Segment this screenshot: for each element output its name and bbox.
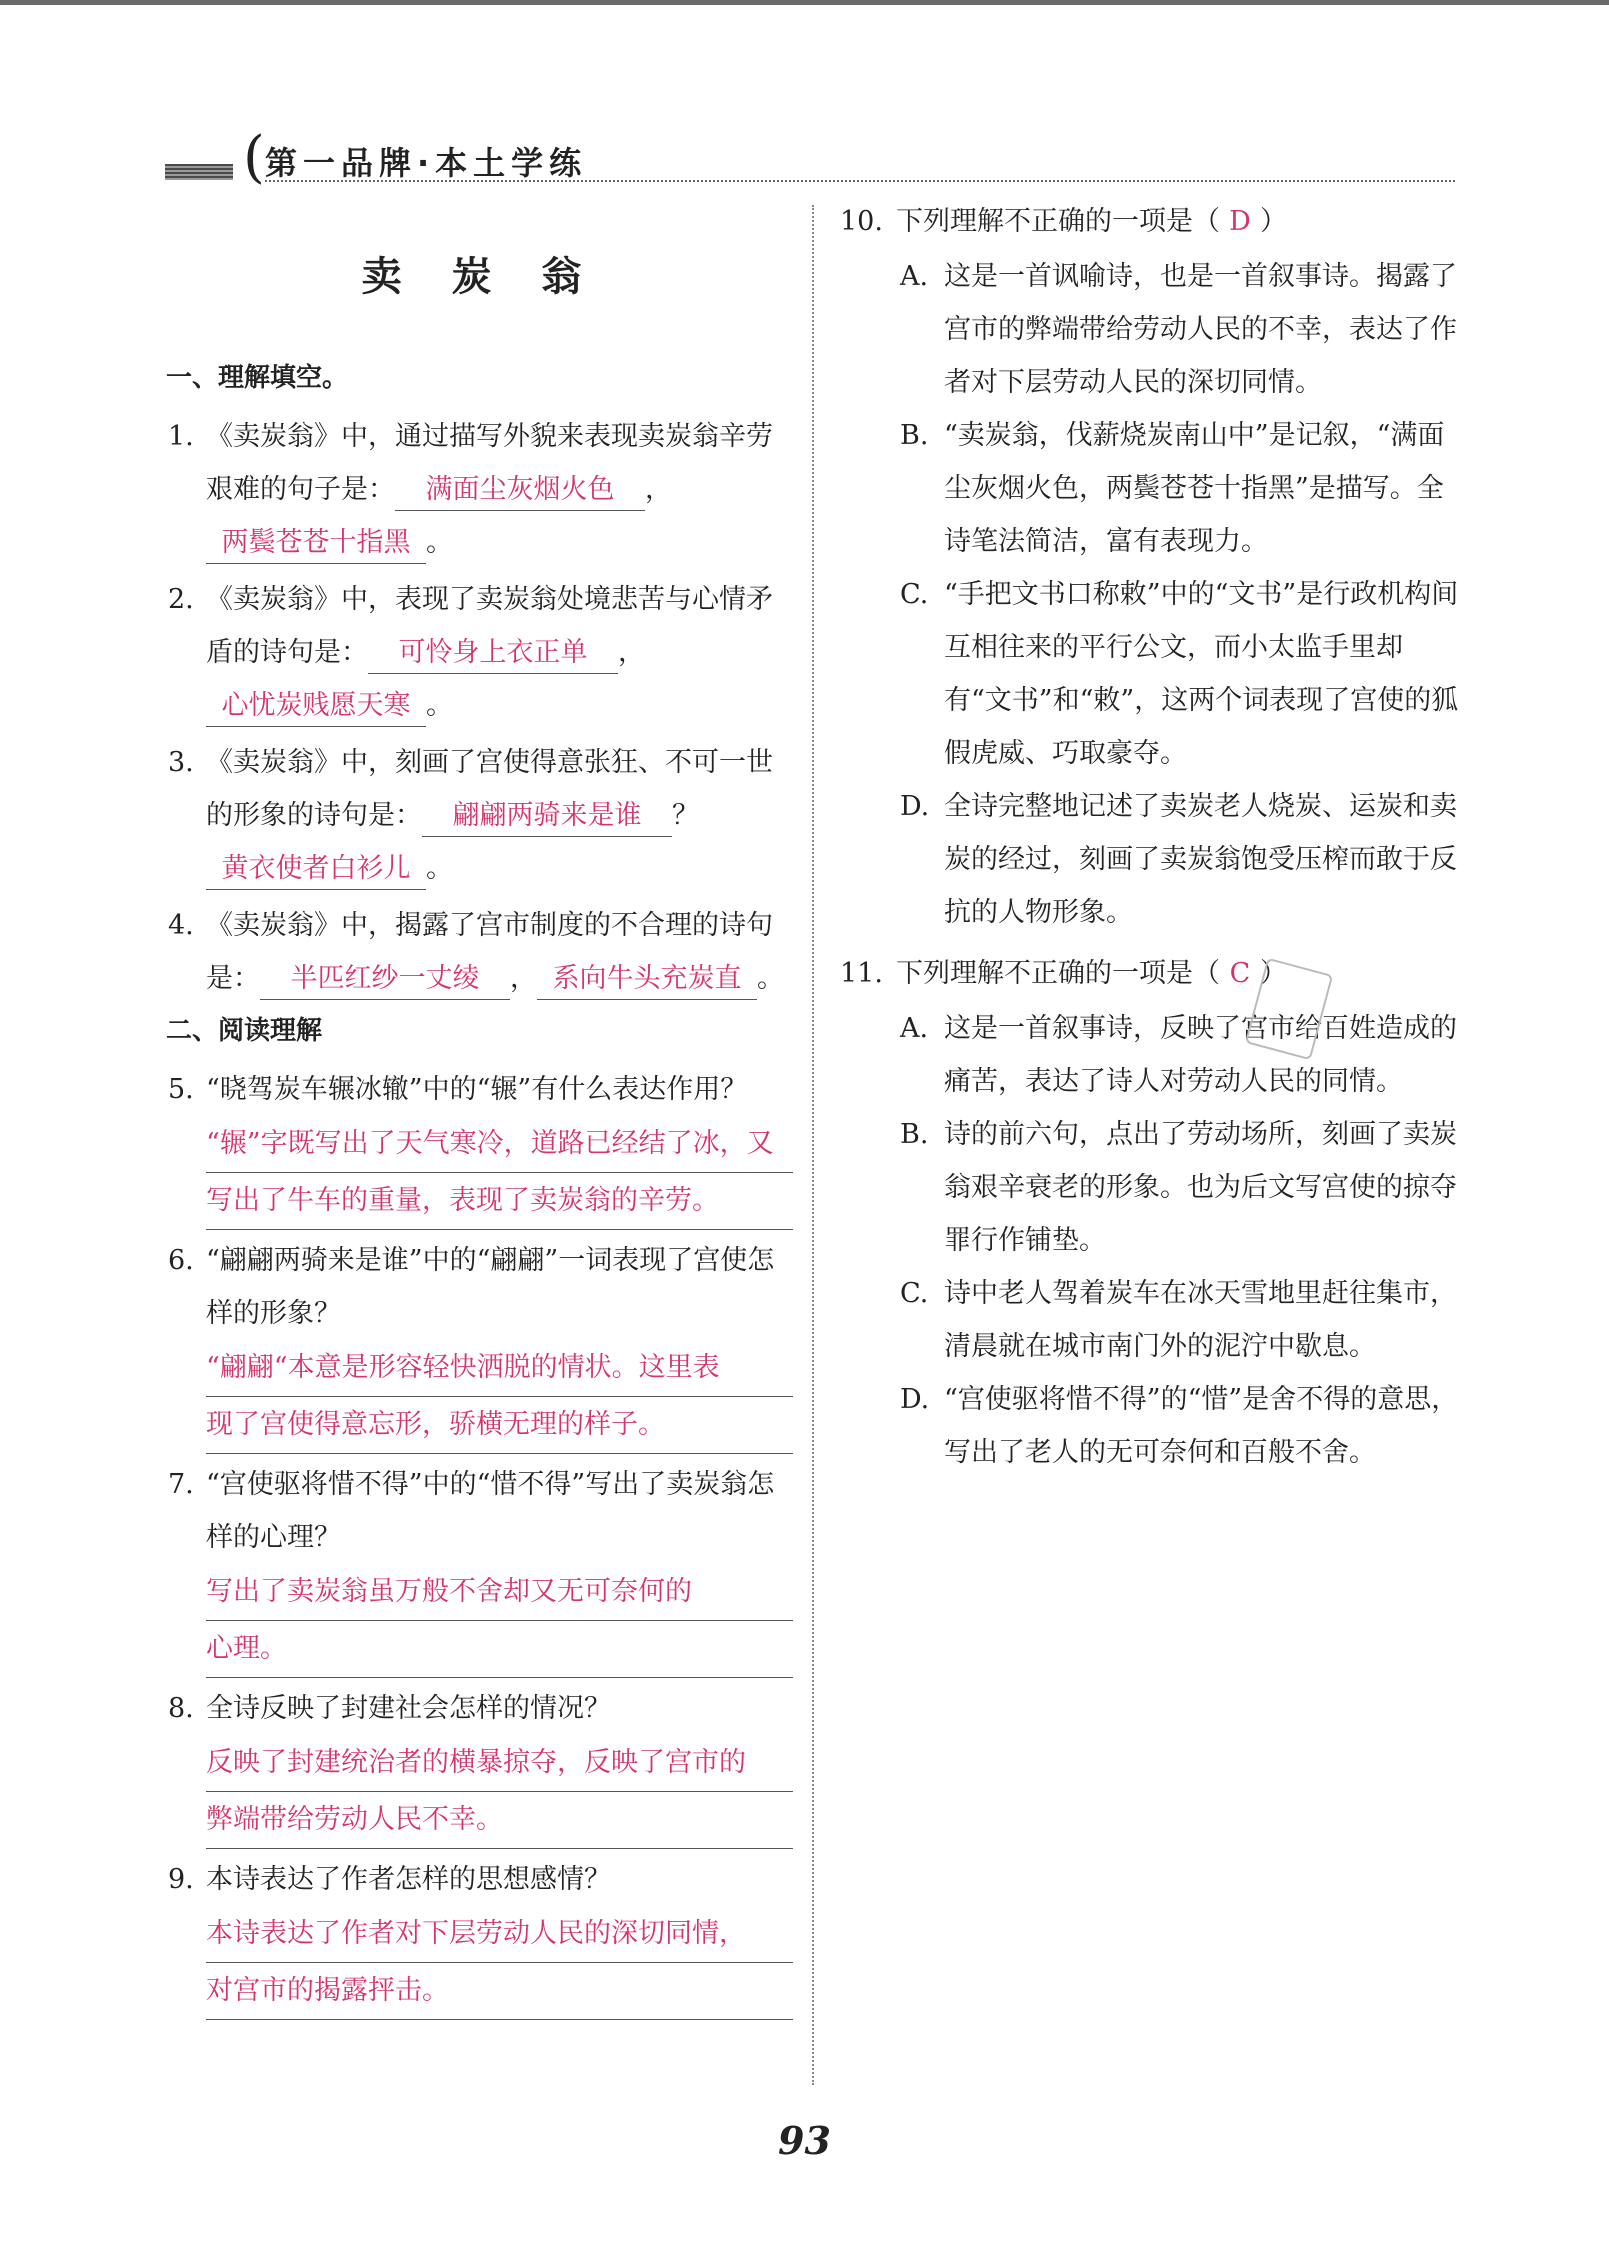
answer-line: 反映了封建统治者的横暴掠夺，反映了宫市的 xyxy=(206,1735,793,1792)
question-number: 1. xyxy=(168,421,194,452)
option-label: B. xyxy=(900,1119,929,1150)
option-label: A. xyxy=(900,1013,929,1044)
option-text: 诗的前六句，点出了劳动场所，刻画了卖炭翁艰辛衰老的形象。也为后文写宫使的掠夺罪行作铺垫。 xyxy=(944,1119,1457,1256)
answer-line: 现了宫使得意忘形，骄横无理的样子。 xyxy=(206,1397,793,1454)
answer-line: 写出了牛车的重量，表现了卖炭翁的辛劳。 xyxy=(206,1173,793,1230)
answer-line: “辗”字既写出了天气寒冷，道路已经结了冰，又 xyxy=(206,1116,793,1173)
answer-area[interactable] xyxy=(206,1906,793,2020)
answer-line: “翩翩“本意是形容轻快洒脱的情状。这里表 xyxy=(206,1340,793,1397)
answer-blank[interactable]: 黄衣使者白衫儿 xyxy=(206,849,426,890)
choice-option xyxy=(900,409,1470,568)
close-paren: ） xyxy=(1260,958,1287,989)
option-label: A. xyxy=(900,261,929,292)
column-divider xyxy=(812,205,814,2085)
option-label: D. xyxy=(900,791,930,822)
question-number: 9. xyxy=(168,1864,194,1895)
option-label: C. xyxy=(900,579,929,610)
question-stem: 下列理解不正确的一项是（ xyxy=(896,206,1220,237)
right-column xyxy=(840,195,1470,1479)
reading-question xyxy=(168,1234,793,1454)
reading-question xyxy=(168,1853,793,2020)
question-text: 《卖炭翁》中，揭露了宫市制度的不合理的诗句是： xyxy=(206,910,773,994)
question-text: 《卖炭翁》中，表现了卖炭翁处境悲苦与心情矛盾的诗句是： xyxy=(206,584,773,668)
option-label: B. xyxy=(900,420,929,451)
option-text: 这是一首叙事诗，反映了宫市给百姓造成的痛苦，表达了诗人对劳动人民的同情。 xyxy=(944,1013,1457,1097)
choice-question xyxy=(840,947,1470,1000)
answer-area[interactable] xyxy=(206,1116,793,1230)
choice-question xyxy=(840,195,1470,248)
end-punct: 。 xyxy=(426,527,453,558)
question-text: 《卖炭翁》中，通过描写外貌来表现卖炭翁辛劳艰难的句子是： xyxy=(206,421,773,505)
end-punct: 。 xyxy=(757,963,784,994)
answer-blank[interactable]: 满面尘灰烟火色 xyxy=(395,470,645,511)
question-number: 7. xyxy=(168,1469,194,1500)
reading-question xyxy=(168,1458,793,1678)
header-brand: 第一品牌·本土学练 xyxy=(265,144,588,182)
choice-option xyxy=(900,780,1470,939)
question-stem: 下列理解不正确的一项是（ xyxy=(896,958,1220,989)
header-bar-decoration xyxy=(165,164,233,180)
choice-option xyxy=(900,1108,1470,1267)
answer-area[interactable] xyxy=(206,1735,793,1849)
top-border xyxy=(0,0,1609,5)
question-number: 4. xyxy=(168,910,194,941)
question-number: 11. xyxy=(840,958,883,989)
answer-area[interactable] xyxy=(206,1564,793,1678)
fill-question xyxy=(168,899,793,1005)
option-text: “卖炭翁，伐薪烧炭南山中”是记叙，“满面尘灰烟火色，两鬓苍苍十指黑”是描写。全诗笔法简洁，富有表现力。 xyxy=(944,420,1445,557)
answer-line: 写出了卖炭翁虽万般不舍却又无可奈何的 xyxy=(206,1564,793,1621)
end-punct: 。 xyxy=(426,853,453,884)
question-number: 6. xyxy=(168,1245,194,1276)
answer-blank[interactable]: 心忧炭贱愿天寒 xyxy=(206,686,426,727)
fill-blank-list xyxy=(168,410,793,1005)
header-dotted-rule xyxy=(265,180,1455,182)
end-punct: 。 xyxy=(426,690,453,721)
left-column xyxy=(168,195,793,2024)
choice-option xyxy=(900,1002,1470,1108)
header-bracket-decoration: ( xyxy=(243,125,265,190)
separator: ？ xyxy=(672,800,699,831)
answer-area[interactable] xyxy=(206,1340,793,1454)
reading-question xyxy=(168,1682,793,1849)
question-text: 《卖炭翁》中，刻画了宫使得意张狂、不可一世的形象的诗句是： xyxy=(206,747,773,831)
answer-line: 弊端带给劳动人民不幸。 xyxy=(206,1792,793,1849)
option-text: “手把文书口称敕”中的“文书”是行政机构间互相往来的平行公文，而小太监手里却有“文书”和“敕”，这两个词表现了宫使的狐假虎威、巧取豪夺。 xyxy=(944,579,1459,769)
question-number: 3. xyxy=(168,747,194,778)
page-number: 93 xyxy=(778,2118,831,2163)
question-number: 5. xyxy=(168,1074,194,1105)
reading-question-list xyxy=(168,1063,793,2020)
fill-question xyxy=(168,736,793,895)
question-text: “宫使驱将惜不得”中的“惜不得”写出了卖炭翁怎样的心理？ xyxy=(206,1469,775,1553)
question-number: 8. xyxy=(168,1693,194,1724)
close-paren: ） xyxy=(1260,206,1287,237)
answer-blank[interactable]: 两鬓苍苍十指黑 xyxy=(206,523,426,564)
answer-line: 心理。 xyxy=(206,1621,793,1678)
question-text: 全诗反映了封建社会怎样的情况？ xyxy=(206,1693,611,1724)
answer-blank[interactable]: 半匹红纱一丈绫 xyxy=(260,959,510,1000)
separator: ， xyxy=(510,963,537,994)
answer-line: 对宫市的揭露抨击。 xyxy=(206,1963,793,2020)
answer-blank[interactable]: 可怜身上衣正单 xyxy=(368,633,618,674)
question-number: 2. xyxy=(168,584,194,615)
option-label: D. xyxy=(900,1384,930,1415)
question-text: “晓驾炭车辗冰辙”中的“辗”有什么表达作用？ xyxy=(206,1074,748,1105)
option-label: C. xyxy=(900,1278,929,1309)
option-text: “宫使驱将惜不得”的“惜”是舍不得的意思，写出了老人的无可奈何和百般不舍。 xyxy=(944,1384,1459,1468)
fill-question xyxy=(168,573,793,732)
choice-option xyxy=(900,568,1470,780)
choice-option xyxy=(900,1267,1470,1373)
option-text: 全诗完整地记述了卖炭老人烧炭、运炭和卖炭的经过，刻画了卖炭翁饱受压榨而敢于反抗的人物形象。 xyxy=(944,791,1457,928)
option-text: 这是一首讽喻诗，也是一首叙事诗。揭露了宫市的弊端带给劳动人民的不幸，表达了作者对下层劳动人民的深切同情。 xyxy=(944,261,1457,398)
option-text: 诗中老人驾着炭车在冰天雪地里赶往集市，清晨就在城市南门外的泥泞中歇息。 xyxy=(944,1278,1457,1362)
question-number: 10. xyxy=(840,206,883,237)
choice-option xyxy=(900,250,1470,409)
question-text: 本诗表达了作者怎样的思想感情？ xyxy=(206,1864,611,1895)
section-heading-reading: 二、阅读理解 xyxy=(166,1016,323,1046)
reading-question xyxy=(168,1063,793,1230)
answer-blank[interactable]: 系向牛头充炭直 xyxy=(537,959,757,1000)
choice-answer[interactable]: D xyxy=(1229,206,1251,237)
answer-blank[interactable]: 翩翩两骑来是谁 xyxy=(422,796,672,837)
choice-answer[interactable]: C xyxy=(1229,958,1251,989)
separator: ， xyxy=(618,637,645,668)
page-header xyxy=(165,125,1455,190)
fill-question xyxy=(168,410,793,569)
section-heading-fill: 一、理解填空。 xyxy=(166,363,349,393)
question-text: “翩翩两骑来是谁”中的“翩翩”一词表现了宫使怎样的形象？ xyxy=(206,1245,775,1329)
answer-line: 本诗表达了作者对下层劳动人民的深切同情， xyxy=(206,1906,793,1963)
page-title: 卖 炭 翁 xyxy=(361,254,600,300)
separator: ， xyxy=(645,474,672,505)
choice-option xyxy=(900,1373,1470,1479)
